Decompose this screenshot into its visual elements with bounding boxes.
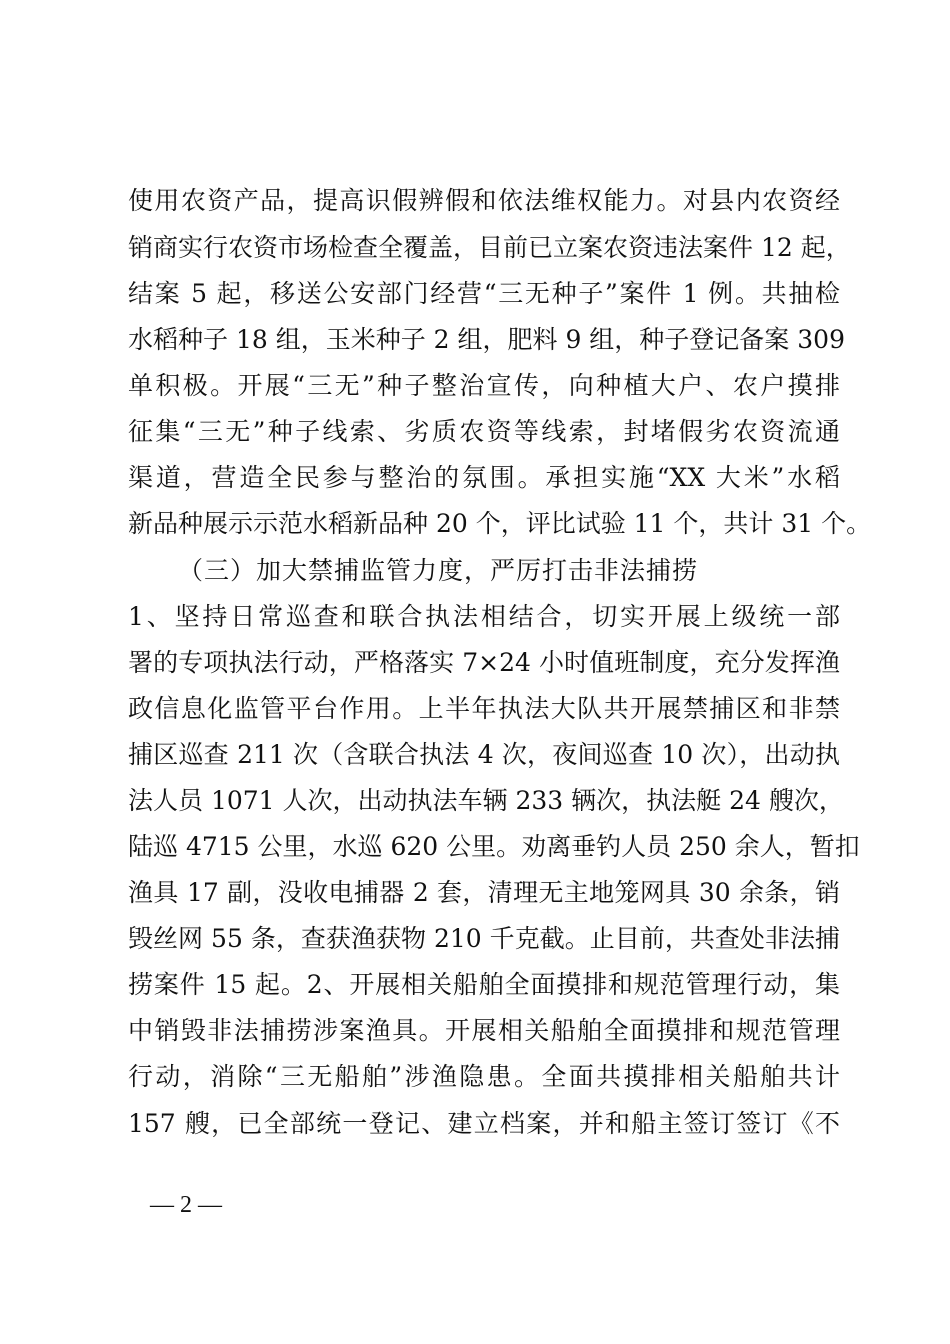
text-line: 1、坚持日常巡查和联合执法相结合，切实开展上级统一部 [128, 602, 840, 631]
page-number: — 2 — [150, 1192, 222, 1218]
text-line: 结案 5 起，移送公安部门经营“三无种子”案件 1 例。共抽检 [128, 279, 840, 308]
text-line: 水稻种子 18 组，玉米种子 2 组，肥料 9 组，种子登记备案 309 [128, 325, 845, 354]
text-line: 中销毁非法捕捞涉案渔具。开展相关船舶全面摸排和规范管理 [128, 1016, 840, 1045]
text-line: 征集“三无”种子线索、劣质农资等线索，封堵假劣农资流通 [128, 417, 840, 446]
text-line: 单积极。开展“三无”种子整治宣传，向种植大户、农户摸排 [128, 371, 840, 400]
text-line: 陆巡 4715 公里，水巡 620 公里。劝离垂钓人员 250 余人，暂扣 [128, 832, 860, 861]
text-line: 政信息化监管平台作用。上半年执法大队共开展禁捕区和非禁 [128, 694, 840, 723]
text-line: 157 艘，已全部统一登记、建立档案，并和船主签订签订《不 [128, 1109, 840, 1138]
text-line: 销商实行农资市场检查全覆盖，目前已立案农资违法案件 12 起， [128, 233, 851, 262]
text-line: 署的专项执法行动，严格落实 7×24 小时值班制度，充分发挥渔 [128, 648, 840, 677]
text-line: 新品种展示示范水稻新品种 20 个，评比试验 11 个，共计 31 个。 [128, 509, 872, 538]
text-line: 捞案件 15 起。2、开展相关船舶全面摸排和规范管理行动，集 [128, 970, 840, 999]
text-line: 使用农资产品，提高识假辨假和依法维权能力。对县内农资经 [128, 186, 840, 215]
text-line: 捕区巡查 211 次（含联合执法 4 次，夜间巡查 10 次），出动执 [128, 740, 840, 769]
text-line: 行动，消除“三无船舶”涉渔隐患。全面共摸排相关船舶共计 [128, 1062, 840, 1091]
text-line: 渠道，营造全民参与整治的氛围。承担实施“XX 大米”水稻 [128, 463, 840, 492]
section-heading: （三）加大禁捕监管力度，严厉打击非法捕捞 [178, 556, 699, 585]
text-line: 渔具 17 副，没收电捕器 2 套，清理无主地笼网具 30 余条，销 [128, 878, 840, 907]
text-line: 毁丝网 55 条，查获渔获物 210 千克截。止目前，共查处非法捕 [128, 924, 840, 953]
text-line: 法人员 1071 人次，出动执法车辆 233 辆次，执法艇 24 艘次， [128, 786, 844, 815]
